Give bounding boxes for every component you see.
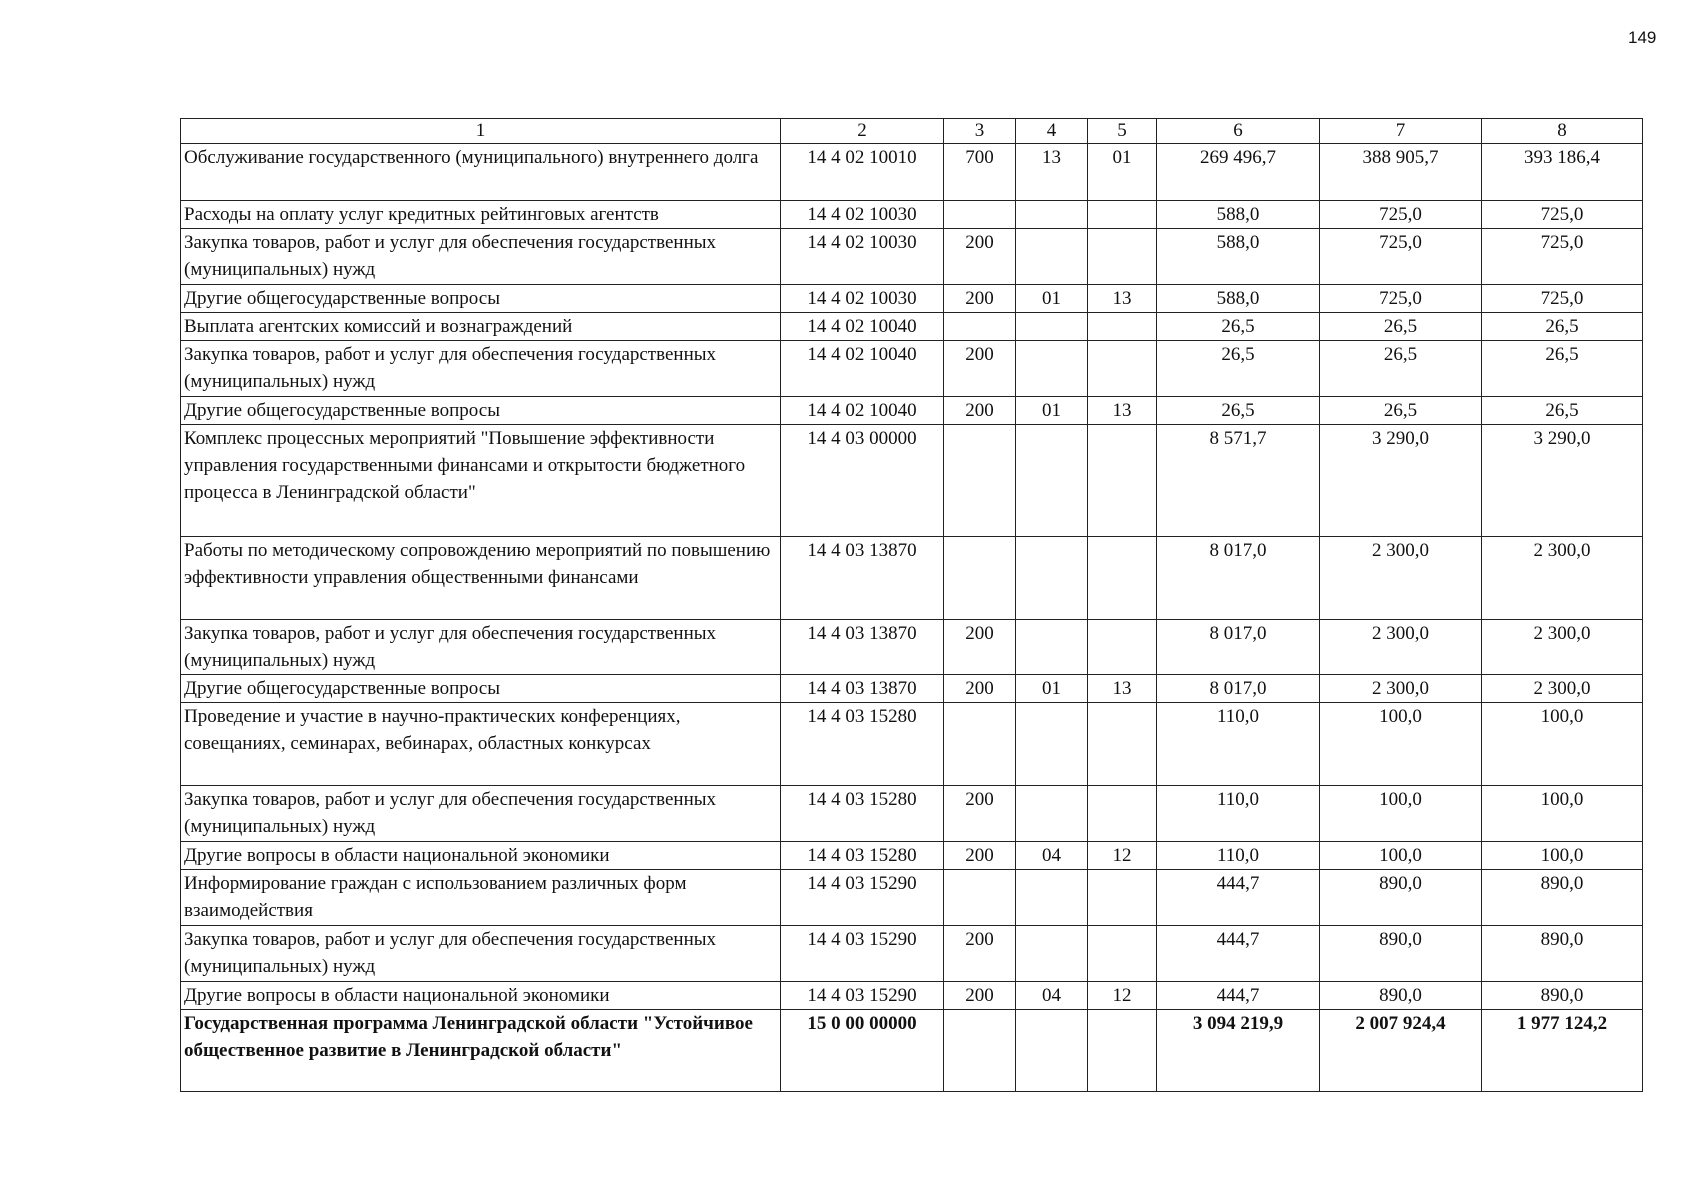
row-value-8: 26,5	[1482, 313, 1643, 341]
row-code: 14 4 03 13870	[781, 620, 944, 675]
row-value-6: 26,5	[1157, 397, 1320, 425]
row-value-6: 3 094 219,9	[1157, 1010, 1320, 1092]
row-col4	[1016, 620, 1088, 675]
row-name: Закупка товаров, работ и услуг для обеспечения государственных (муниципальных) нужд	[181, 620, 781, 675]
row-code: 14 4 03 15280	[781, 842, 944, 870]
table-row	[181, 341, 1643, 397]
row-value-7: 725,0	[1320, 285, 1482, 313]
row-value-8: 725,0	[1482, 285, 1643, 313]
row-value-7: 2 300,0	[1320, 537, 1482, 620]
row-col3: 200	[944, 620, 1016, 675]
row-col5	[1088, 425, 1157, 537]
row-name: Информирование граждан с использованием различных форм взаимодействия	[181, 870, 781, 926]
row-col5	[1088, 786, 1157, 842]
row-col5	[1088, 1010, 1157, 1092]
row-name: Закупка товаров, работ и услуг для обеспечения государственных (муниципальных) нужд	[181, 786, 781, 842]
row-value-8: 3 290,0	[1482, 425, 1643, 537]
row-col5: 12	[1088, 842, 1157, 870]
row-value-6: 444,7	[1157, 926, 1320, 982]
row-col5: 13	[1088, 285, 1157, 313]
row-name: Закупка товаров, работ и услуг для обеспечения государственных (муниципальных) нужд	[181, 229, 781, 285]
row-code: 14 4 02 10040	[781, 341, 944, 397]
table-row	[181, 703, 1643, 786]
row-value-6: 26,5	[1157, 341, 1320, 397]
row-col4	[1016, 313, 1088, 341]
row-value-7: 26,5	[1320, 313, 1482, 341]
row-name: Закупка товаров, работ и услуг для обеспечения государственных (муниципальных) нужд	[181, 926, 781, 982]
row-value-7: 26,5	[1320, 397, 1482, 425]
row-col5	[1088, 620, 1157, 675]
row-col3	[944, 703, 1016, 786]
header-cell: 4	[1016, 119, 1088, 144]
row-name: Обслуживание государственного (муниципального) внутреннего долга	[181, 144, 781, 201]
row-col4	[1016, 786, 1088, 842]
row-value-8: 725,0	[1482, 201, 1643, 229]
row-col5	[1088, 703, 1157, 786]
row-value-8: 393 186,4	[1482, 144, 1643, 201]
row-code: 14 4 02 10010	[781, 144, 944, 201]
row-value-6: 588,0	[1157, 201, 1320, 229]
row-value-8: 2 300,0	[1482, 620, 1643, 675]
row-value-7: 26,5	[1320, 341, 1482, 397]
row-col5	[1088, 201, 1157, 229]
row-col3: 200	[944, 285, 1016, 313]
row-col4	[1016, 229, 1088, 285]
row-col5: 13	[1088, 675, 1157, 703]
row-col3	[944, 870, 1016, 926]
row-value-8: 26,5	[1482, 341, 1643, 397]
row-col4: 01	[1016, 675, 1088, 703]
row-col5: 01	[1088, 144, 1157, 201]
row-value-6: 269 496,7	[1157, 144, 1320, 201]
row-col5	[1088, 537, 1157, 620]
row-value-8: 890,0	[1482, 926, 1643, 982]
row-col3	[944, 425, 1016, 537]
table-row	[181, 537, 1643, 620]
row-col3: 700	[944, 144, 1016, 201]
row-col4	[1016, 341, 1088, 397]
budget-table	[180, 118, 1643, 1092]
row-value-7: 2 300,0	[1320, 620, 1482, 675]
row-col4: 04	[1016, 842, 1088, 870]
row-col5	[1088, 229, 1157, 285]
table-row	[181, 842, 1643, 870]
row-col3: 200	[944, 341, 1016, 397]
row-col4	[1016, 703, 1088, 786]
row-name: Комплекс процессных мероприятий "Повышение эффективности управления государственными финансами и открытости бюджетного процесса в Ленинградской области"	[181, 425, 781, 537]
table-row	[181, 870, 1643, 926]
header-cell: 7	[1320, 119, 1482, 144]
row-value-6: 110,0	[1157, 786, 1320, 842]
row-name: Закупка товаров, работ и услуг для обеспечения государственных (муниципальных) нужд	[181, 341, 781, 397]
row-col5	[1088, 926, 1157, 982]
row-code: 14 4 03 15280	[781, 703, 944, 786]
row-value-8: 2 300,0	[1482, 675, 1643, 703]
row-col4	[1016, 201, 1088, 229]
header-cell: 1	[181, 119, 781, 144]
table-row	[181, 786, 1643, 842]
table-row	[181, 229, 1643, 285]
row-col5: 13	[1088, 397, 1157, 425]
row-col3: 200	[944, 786, 1016, 842]
row-name: Другие вопросы в области национальной экономики	[181, 842, 781, 870]
row-name: Другие вопросы в области национальной экономики	[181, 982, 781, 1010]
row-code: 14 4 03 13870	[781, 675, 944, 703]
table-row	[181, 926, 1643, 982]
table-row	[181, 675, 1643, 703]
row-code: 14 4 02 10030	[781, 229, 944, 285]
row-col3: 200	[944, 229, 1016, 285]
row-value-7: 388 905,7	[1320, 144, 1482, 201]
header-cell: 5	[1088, 119, 1157, 144]
row-value-6: 588,0	[1157, 229, 1320, 285]
row-col4: 01	[1016, 285, 1088, 313]
row-value-8: 890,0	[1482, 982, 1643, 1010]
row-col3: 200	[944, 982, 1016, 1010]
row-col3: 200	[944, 675, 1016, 703]
row-col3	[944, 313, 1016, 341]
row-value-6: 8 017,0	[1157, 675, 1320, 703]
table-row	[181, 397, 1643, 425]
row-value-8: 890,0	[1482, 870, 1643, 926]
row-value-8: 725,0	[1482, 229, 1643, 285]
row-col4	[1016, 926, 1088, 982]
row-value-6: 110,0	[1157, 703, 1320, 786]
row-name: Другие общегосударственные вопросы	[181, 675, 781, 703]
row-col3	[944, 1010, 1016, 1092]
row-name: Расходы на оплату услуг кредитных рейтинговых агентств	[181, 201, 781, 229]
row-value-8: 100,0	[1482, 842, 1643, 870]
header-cell: 6	[1157, 119, 1320, 144]
row-code: 14 4 02 10040	[781, 397, 944, 425]
table-row	[181, 313, 1643, 341]
row-name: Государственная программа Ленинградской области "Устойчивое общественное развитие в Ленинградской области"	[181, 1010, 781, 1092]
row-code: 14 4 03 13870	[781, 537, 944, 620]
row-col3: 200	[944, 842, 1016, 870]
row-col3	[944, 201, 1016, 229]
row-value-7: 100,0	[1320, 842, 1482, 870]
row-code: 14 4 02 10030	[781, 201, 944, 229]
row-col4	[1016, 537, 1088, 620]
row-code: 14 4 02 10040	[781, 313, 944, 341]
row-value-7: 890,0	[1320, 926, 1482, 982]
row-value-7: 890,0	[1320, 870, 1482, 926]
row-col3: 200	[944, 926, 1016, 982]
row-col5	[1088, 313, 1157, 341]
page-number: 149	[1628, 28, 1657, 47]
header-row	[181, 119, 1643, 144]
row-name: Работы по методическому сопровождению мероприятий по повышению эффективности управления общественными финансами	[181, 537, 781, 620]
row-value-6: 8 017,0	[1157, 620, 1320, 675]
row-code: 14 4 03 15290	[781, 870, 944, 926]
table-row	[181, 201, 1643, 229]
row-col3	[944, 537, 1016, 620]
row-value-6: 444,7	[1157, 982, 1320, 1010]
row-code: 14 4 02 10030	[781, 285, 944, 313]
row-col5: 12	[1088, 982, 1157, 1010]
row-value-8: 100,0	[1482, 703, 1643, 786]
row-value-8: 100,0	[1482, 786, 1643, 842]
row-code: 14 4 03 15280	[781, 786, 944, 842]
row-col4	[1016, 425, 1088, 537]
row-col4	[1016, 870, 1088, 926]
header-cell: 2	[781, 119, 944, 144]
header-cell: 8	[1482, 119, 1643, 144]
row-col4	[1016, 1010, 1088, 1092]
row-name: Выплата агентских комиссий и вознаграждений	[181, 313, 781, 341]
row-code: 14 4 03 15290	[781, 982, 944, 1010]
row-value-7: 725,0	[1320, 229, 1482, 285]
row-name: Другие общегосударственные вопросы	[181, 397, 781, 425]
row-col4: 13	[1016, 144, 1088, 201]
row-code: 14 4 03 15290	[781, 926, 944, 982]
row-value-8: 26,5	[1482, 397, 1643, 425]
row-code: 15 0 00 00000	[781, 1010, 944, 1092]
table-row	[181, 285, 1643, 313]
row-col4: 01	[1016, 397, 1088, 425]
row-value-6: 8 017,0	[1157, 537, 1320, 620]
row-value-7: 100,0	[1320, 703, 1482, 786]
row-code: 14 4 03 00000	[781, 425, 944, 537]
row-value-7: 3 290,0	[1320, 425, 1482, 537]
row-value-7: 2 300,0	[1320, 675, 1482, 703]
row-value-6: 588,0	[1157, 285, 1320, 313]
table-row	[181, 1010, 1643, 1092]
table-row	[181, 144, 1643, 201]
row-value-7: 725,0	[1320, 201, 1482, 229]
row-value-8: 1 977 124,2	[1482, 1010, 1643, 1092]
row-col5	[1088, 341, 1157, 397]
row-name: Проведение и участие в научно-практических конференциях, совещаниях, семинарах, вебинарах, областных конкурсах	[181, 703, 781, 786]
row-value-7: 100,0	[1320, 786, 1482, 842]
row-value-6: 26,5	[1157, 313, 1320, 341]
row-value-6: 8 571,7	[1157, 425, 1320, 537]
row-value-6: 444,7	[1157, 870, 1320, 926]
header-cell: 3	[944, 119, 1016, 144]
row-value-7: 2 007 924,4	[1320, 1010, 1482, 1092]
table-row	[181, 620, 1643, 675]
row-col4: 04	[1016, 982, 1088, 1010]
row-value-8: 2 300,0	[1482, 537, 1643, 620]
row-name: Другие общегосударственные вопросы	[181, 285, 781, 313]
row-col5	[1088, 870, 1157, 926]
row-value-7: 890,0	[1320, 982, 1482, 1010]
row-col3: 200	[944, 397, 1016, 425]
table-row	[181, 425, 1643, 537]
row-value-6: 110,0	[1157, 842, 1320, 870]
table-row	[181, 982, 1643, 1010]
